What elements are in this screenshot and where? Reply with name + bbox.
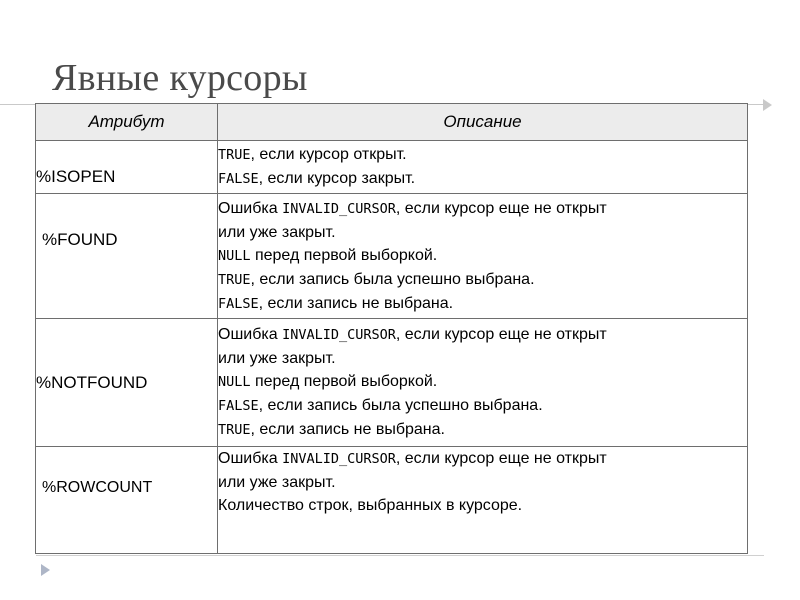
description-text: перед первой выборкой.: [250, 373, 438, 390]
description-text: или уже закрыт.: [218, 474, 336, 491]
description-line: [218, 323, 747, 347]
table-header-row: [36, 104, 748, 141]
description-text: или уже закрыт.: [218, 350, 336, 367]
keyword: INVALID_CURSOR: [282, 451, 396, 467]
description-line: [218, 447, 747, 471]
description-text: перед первой выборкой.: [250, 246, 438, 264]
keyword: NULL: [218, 374, 251, 390]
header-attribute: Атрибут: [36, 104, 218, 141]
table-row: [36, 319, 748, 447]
keyword: INVALID_CURSOR: [282, 327, 396, 343]
description-text: или уже закрыт.: [218, 223, 336, 241]
keyword: TRUE: [218, 271, 251, 288]
description-text: , если курсор еще не открыт: [395, 199, 607, 217]
description-text: Ошибка: [218, 199, 283, 217]
description-line: [218, 394, 747, 418]
attribute-cell: [36, 141, 218, 194]
header-description: Описание: [218, 104, 748, 141]
description-text: , если запись не выбрана.: [258, 294, 454, 312]
description-text: Количество строк, выбранных в курсоре.: [218, 497, 523, 514]
description-cell: [218, 141, 748, 194]
attribute-name-rowcount: %ROWCOUNT: [42, 479, 153, 496]
description-text: , если запись была успешно выбрана.: [258, 397, 543, 414]
description-text: , если запись не выбрана.: [250, 421, 445, 438]
description-line: [218, 244, 747, 268]
bottom-divider: [36, 555, 764, 556]
description-line: [218, 268, 747, 292]
slide-title: Явные курсоры: [52, 57, 308, 99]
attribute-cell: [36, 319, 218, 447]
description-line: [218, 347, 747, 370]
description-text: , если курсор закрыт.: [258, 170, 416, 187]
description-text: , если курсор еще не открыт: [395, 326, 607, 343]
description-text: , если курсор еще не открыт: [395, 450, 607, 467]
divider-arrow-icon: [763, 99, 772, 111]
description-line: [218, 494, 747, 517]
table-row: [36, 447, 748, 554]
description-line: [218, 370, 747, 394]
attributes-table: [35, 103, 748, 554]
keyword: FALSE: [218, 398, 259, 414]
description-line: [218, 292, 747, 316]
description-text: , если запись была успешно выбрана.: [250, 270, 535, 288]
description-line: [218, 221, 747, 244]
description-line: [218, 471, 747, 494]
description-line: [218, 167, 747, 191]
description-cell: [218, 319, 748, 447]
keyword: TRUE: [218, 147, 251, 163]
description-text: Ошибка: [218, 326, 283, 343]
keyword: TRUE: [218, 422, 251, 438]
attribute-name-isopen: %ISOPEN: [36, 166, 116, 186]
attribute-name-notfound: %NOTFOUND: [36, 372, 148, 392]
description-cell: [218, 447, 748, 554]
description-text: Ошибка: [218, 450, 283, 467]
keyword: NULL: [218, 247, 251, 264]
keyword: INVALID_CURSOR: [282, 200, 396, 217]
description-cell: [218, 194, 748, 319]
attribute-cell: [36, 194, 218, 319]
description-line: [218, 143, 747, 167]
keyword: FALSE: [218, 171, 259, 187]
attribute-cell: [36, 447, 218, 554]
description-text: , если курсор открыт.: [250, 146, 407, 163]
bullet-arrow-icon: [41, 564, 50, 576]
keyword: FALSE: [218, 295, 259, 312]
attribute-name-found: %FOUND: [42, 230, 118, 249]
description-line: [218, 197, 747, 221]
table-row: [36, 194, 748, 319]
description-line: [218, 418, 747, 442]
table-row: [36, 141, 748, 194]
